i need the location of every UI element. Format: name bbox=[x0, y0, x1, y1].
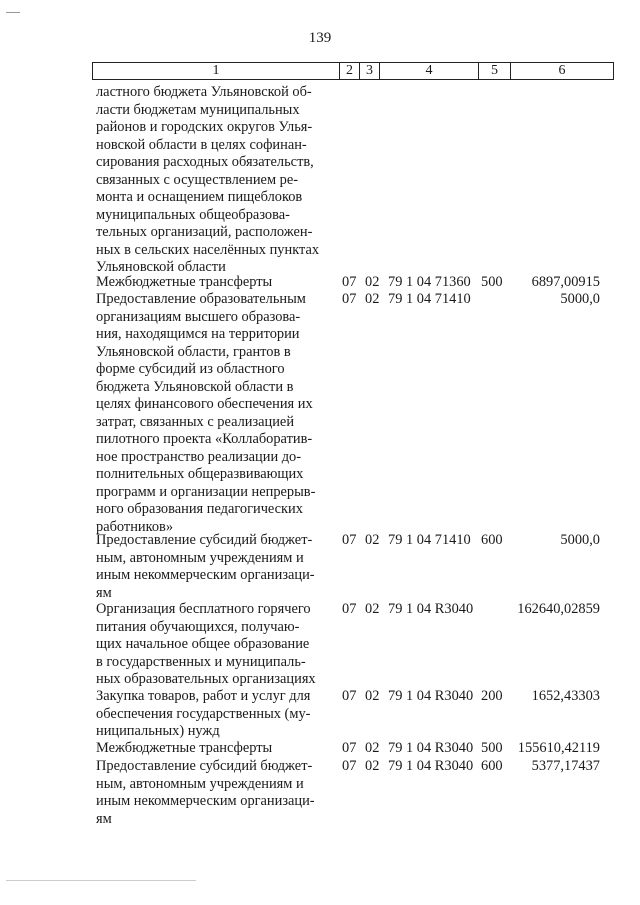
target-article-code: 79 1 04 R3040 bbox=[388, 740, 474, 756]
table-header-row bbox=[92, 62, 614, 80]
subsection-code: 02 bbox=[365, 758, 380, 774]
amount-value: 5377,17437 bbox=[531, 758, 600, 774]
target-article-code: 79 1 04 R3040 bbox=[388, 601, 474, 617]
amount-value: 5000,0 bbox=[560, 532, 600, 548]
row-description: Межбюджетные трансферты bbox=[96, 740, 273, 756]
scan-mark bbox=[6, 12, 20, 13]
section-code: 07 bbox=[342, 274, 357, 290]
amount-value: 162640,02859 bbox=[517, 601, 600, 617]
row-description: ластного бюджета Ульяновской об- ласти бюджетам муниципальных районов и городских округов Улья- новской области в целях софинан- сирования расходных обязательств, связанных с осуществлением ре- монта и оснащением пищеблоков муниципальных общеобразова- тельных организаций, расположен- ных в сельских населённых пунктах Ульяновской области bbox=[96, 84, 320, 275]
section-code: 07 bbox=[342, 688, 357, 704]
expense-type-code: 500 bbox=[481, 274, 503, 290]
header-col-4: 4 bbox=[380, 63, 479, 79]
header-col-1: 1 bbox=[93, 63, 340, 79]
amount-value: 6897,00915 bbox=[531, 274, 600, 290]
target-article-code: 79 1 04 R3040 bbox=[388, 688, 474, 704]
row-description: Межбюджетные трансферты bbox=[96, 274, 273, 290]
section-code: 07 bbox=[342, 758, 357, 774]
row-description: Предоставление субсидий бюджет- ным, автономным учреждениям и иным некоммерческим организаци- ям bbox=[96, 532, 315, 601]
row-description: Предоставление субсидий бюджет- ным, автономным учреждениям и иным некоммерческим организаци- ям bbox=[96, 758, 315, 827]
target-article-code: 79 1 04 R3040 bbox=[388, 758, 474, 774]
header-col-6: 6 bbox=[558, 63, 566, 78]
subsection-code: 02 bbox=[365, 532, 380, 548]
header-col-2: 2 bbox=[340, 63, 360, 79]
subsection-code: 02 bbox=[365, 274, 380, 290]
section-code: 07 bbox=[342, 532, 357, 548]
target-article-code: 79 1 04 71360 bbox=[388, 274, 471, 290]
target-article-code: 79 1 04 71410 bbox=[388, 532, 471, 548]
subsection-code: 02 bbox=[365, 740, 380, 756]
header-col-5: 5 bbox=[479, 63, 511, 79]
row-description: Закупка товаров, работ и услуг для обеспечения государственных (му- ниципальных) нужд bbox=[96, 688, 311, 739]
page-number: 139 bbox=[308, 30, 332, 46]
section-code: 07 bbox=[342, 601, 357, 617]
header-col-3: 3 bbox=[360, 63, 380, 79]
row-description: Организация бесплатного горячего питания обучающихся, получаю- щих начальное общее образование в государственных и муниципаль- ных образовательных организациях bbox=[96, 601, 316, 687]
subsection-code: 02 bbox=[365, 291, 380, 307]
row-description: Предоставление образовательным организациям высшего образова- ния, находящимся на территории Ульяновской области, грантов в форме субсидий из областного бюджета Ульяновской области в целях финансового обеспечения их затрат, связанных с реализацией пилотного проекта «Коллаборатив- ное пространство реализации до- полнительных общеразвивающих программ и организации непрерыв- ного образования педагогических работников» bbox=[96, 291, 316, 535]
expense-type-code: 600 bbox=[481, 532, 503, 548]
subsection-code: 02 bbox=[365, 601, 380, 617]
target-article-code: 79 1 04 71410 bbox=[388, 291, 471, 307]
amount-value: 5000,0 bbox=[560, 291, 600, 307]
amount-value: 1652,43303 bbox=[531, 688, 600, 704]
subsection-code: 02 bbox=[365, 688, 380, 704]
section-code: 07 bbox=[342, 740, 357, 756]
expense-type-code: 200 bbox=[481, 688, 503, 704]
expense-type-code: 500 bbox=[481, 740, 503, 756]
expense-type-code: 600 bbox=[481, 758, 503, 774]
scan-mark bbox=[6, 880, 196, 881]
amount-value: 155610,42119 bbox=[517, 740, 600, 756]
section-code: 07 bbox=[342, 291, 357, 307]
